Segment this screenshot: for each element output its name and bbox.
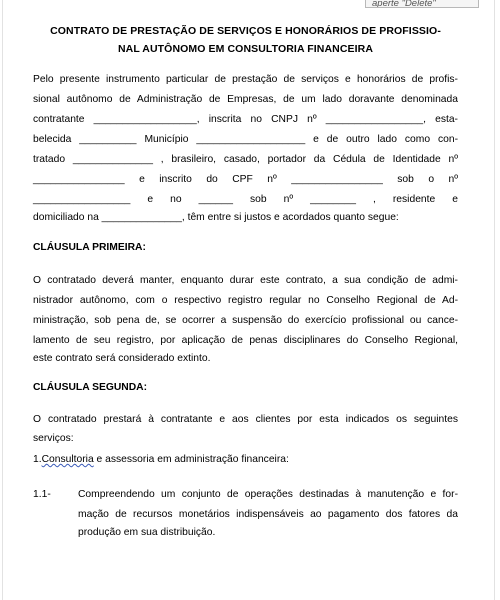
spellcheck-flagged-word[interactable]: Consultoria [41, 454, 94, 465]
document-title [33, 22, 458, 58]
page-border-right [494, 0, 495, 600]
item-line: Compreendendo um conjunto de operações destinadas à manutenção e for- [78, 489, 458, 500]
intro-line: _________________ e no ______ sob nº ________ , residente e [33, 194, 458, 205]
clause-1-line: O contratado deverá manter, enquanto durar este contrato, a sua condição de admi- [33, 275, 458, 286]
item-number: 1.1- [33, 489, 51, 500]
intro-line: tratado ______________ , brasileiro, casado, portador da Cédula de Identidade nº [33, 154, 458, 165]
intro-line: ________________ e inscrito do CPF nº ________________ sob o nº [33, 174, 458, 185]
clause-1-heading: CLÁUSULA PRIMEIRA: [33, 242, 146, 253]
service-text: e assessoria em administração financeira: [93, 454, 289, 465]
delete-hint-tooltip: aperte "Delete" [365, 0, 479, 8]
service-number: 1. [33, 454, 42, 465]
document-title-line-1: CONTRATO DE PRESTAÇÃO DE SERVIÇOS E HONORÁRIOS DE PROFISSIO- [50, 25, 441, 37]
intro-line: belecida __________ Município ___________________ e de outro lado como con- [33, 134, 458, 145]
clause-1-line: lamento de seu registro, por aplicação de penas disciplinares do Conselho Regional, [33, 335, 458, 346]
clause-2-heading: CLÁUSULA SEGUNDA: [33, 382, 148, 393]
clause-2-line: serviços: [33, 433, 74, 444]
document-title-line-2: NAL AUTÔNOMO EM CONSULTORIA FINANCEIRA [117, 43, 373, 55]
clause-2-line: O contratado prestará à contratante e aos clientes por esta indicados os seguintes [33, 414, 458, 425]
page-border-left [2, 0, 3, 600]
clause-1-line: nistrador autônomo, com o respectivo registro regular no Conselho Regional de Ad- [33, 295, 458, 306]
intro-line: domiciliado na ______________, têm entre si justos e acordados quanto segue: [33, 212, 399, 223]
clause-1-line: ministração, sob pena de, se ocorrer a suspensão do exercício profissional ou cance- [33, 315, 458, 326]
intro-line: Pelo presente instrumento particular de prestação de serviços e honorários de profis- [33, 74, 458, 85]
item-line: mação de recursos monetários indispensáveis ao pagamento dos fatores da [78, 509, 458, 520]
item-line: produção em sua distribuição. [78, 527, 216, 538]
service-line [33, 450, 458, 470]
clause-1-line: este contrato será considerado extinto. [33, 353, 211, 364]
intro-line: contratante __________________, inscrita no CNPJ nº _________________, esta- [33, 114, 458, 125]
intro-line: sional autônomo de Administração de Empresas, de um lado doravante denominada [33, 94, 458, 105]
